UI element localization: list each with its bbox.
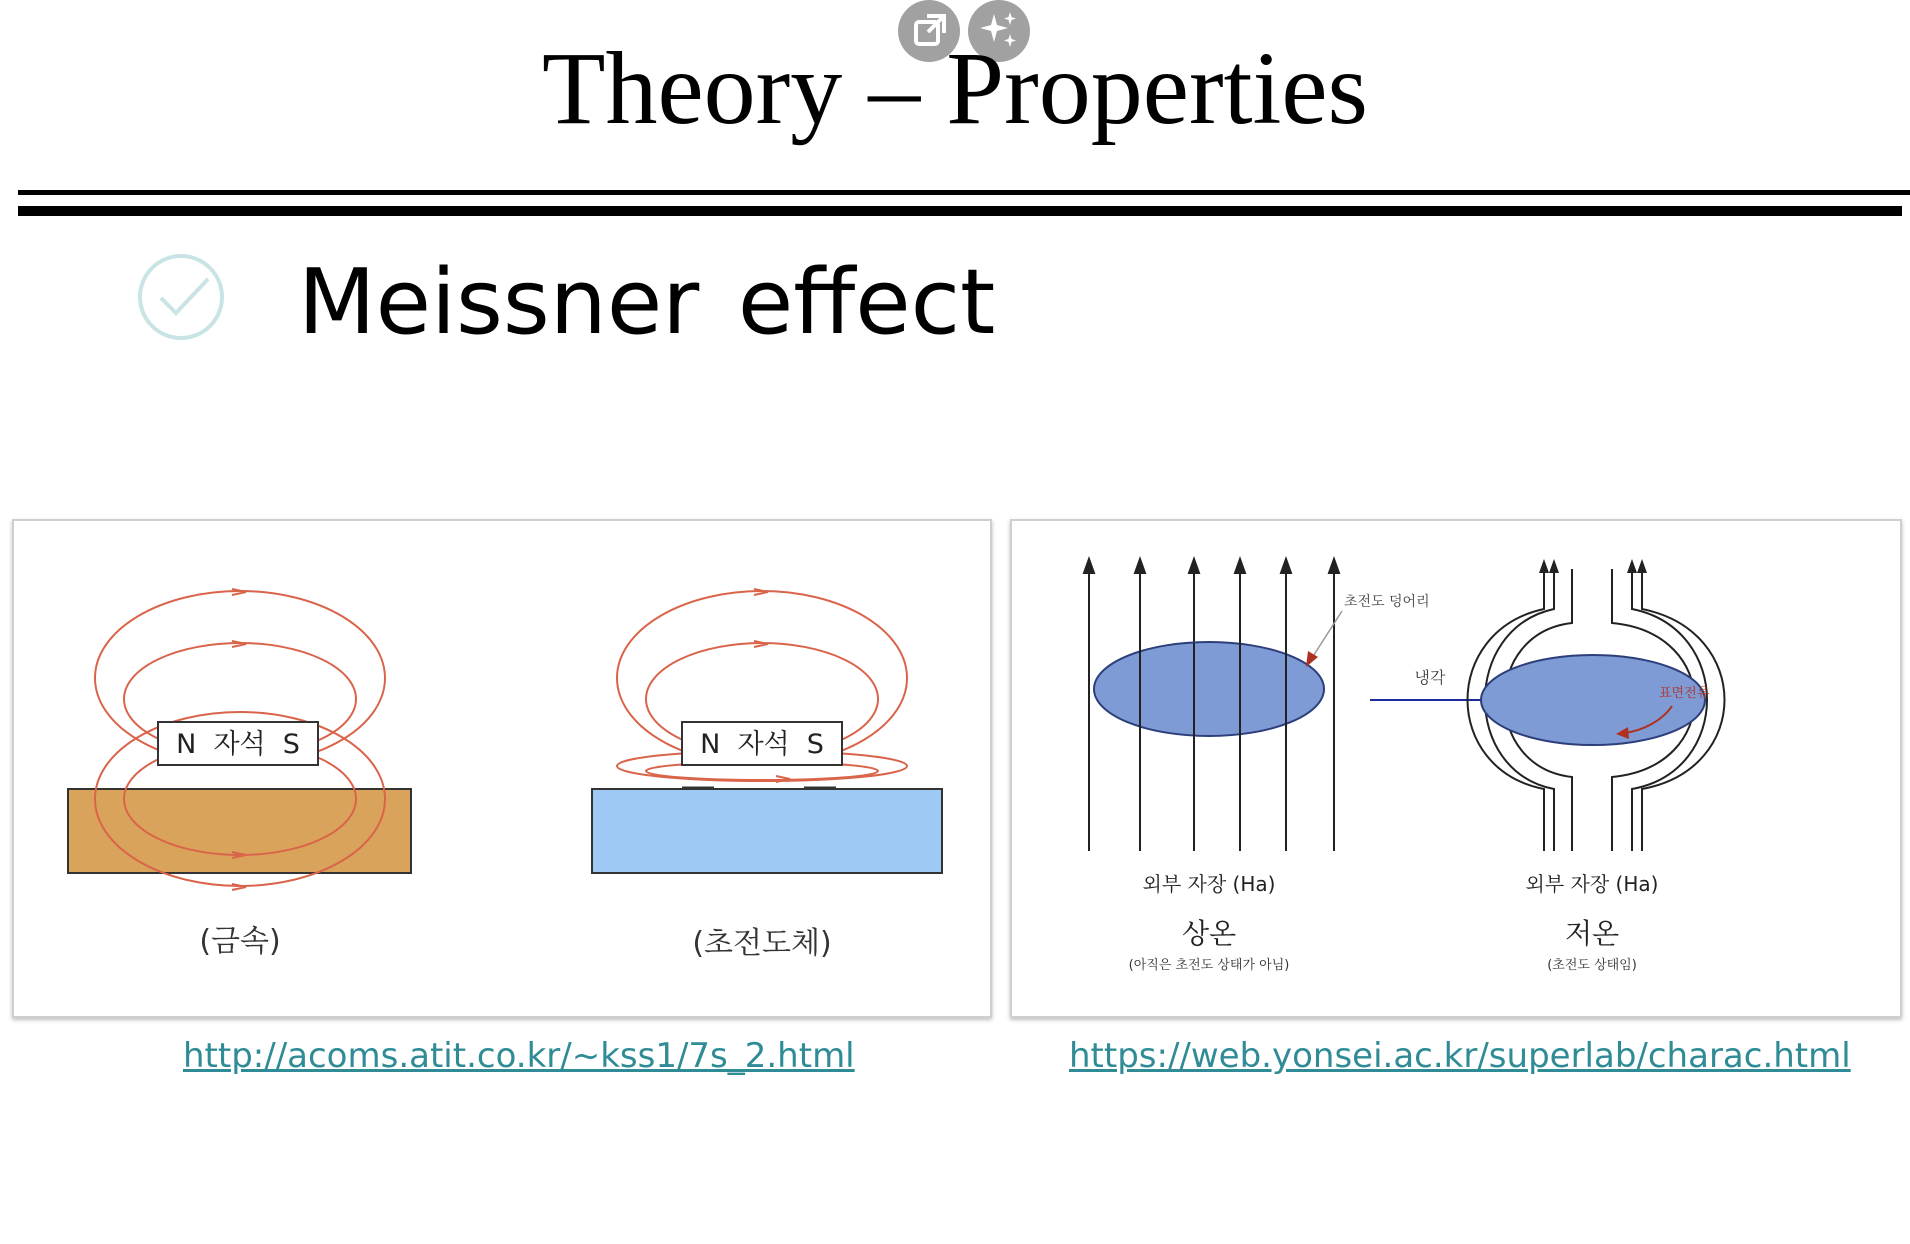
label-field-right: 외부 자장 (Ha) (1525, 872, 1659, 896)
caption-metal: (금속) (199, 924, 281, 959)
right-figure-panel (1010, 519, 1902, 1018)
field-arrowheads-low-temp (1539, 559, 1647, 573)
left-figure-panel (12, 519, 992, 1018)
metal-block (68, 789, 411, 873)
label-field-left: 외부 자장 (Ha) (1142, 872, 1276, 896)
title-rule-thin (18, 190, 1910, 195)
title-low-temp: 저온 (1564, 917, 1620, 950)
source-link-left[interactable]: http://acoms.atit.co.kr/~kss1/7s_2.html (183, 1036, 855, 1076)
meissner-magnet-diagram (14, 521, 990, 1016)
subtitle-room-temp: (아직은 초전도 상태가 아님) (1128, 958, 1290, 973)
magnet-label-metal: N 자석 S (176, 729, 300, 760)
check-circle-icon (136, 252, 226, 342)
source-link-right[interactable]: https://web.yonsei.ac.kr/superlab/charac.html (1069, 1036, 1851, 1076)
vortex-pointer-head (1306, 651, 1318, 667)
slide-title: Theory – Properties (541, 31, 1368, 146)
title-rule-thick (18, 206, 1902, 216)
magnet-label-superconductor: N 자석 S (700, 729, 824, 760)
meissner-cooling-diagram (1012, 521, 1900, 1016)
caption-superconductor: (초전도체) (692, 926, 832, 961)
label-surface-current: 표면전류 (1659, 686, 1710, 701)
label-sc-vortex: 초전도 덩어리 (1344, 594, 1430, 610)
superconductor-block (592, 789, 942, 873)
superconductor-body-warm (1094, 642, 1324, 736)
title-room-temp: 상온 (1181, 917, 1237, 950)
subtitle-low-temp: (초전도 상태임) (1547, 958, 1637, 973)
vortex-pointer (1310, 611, 1342, 661)
section-heading: Meissner effect (298, 250, 996, 355)
label-cooling: 냉각 (1414, 668, 1446, 687)
